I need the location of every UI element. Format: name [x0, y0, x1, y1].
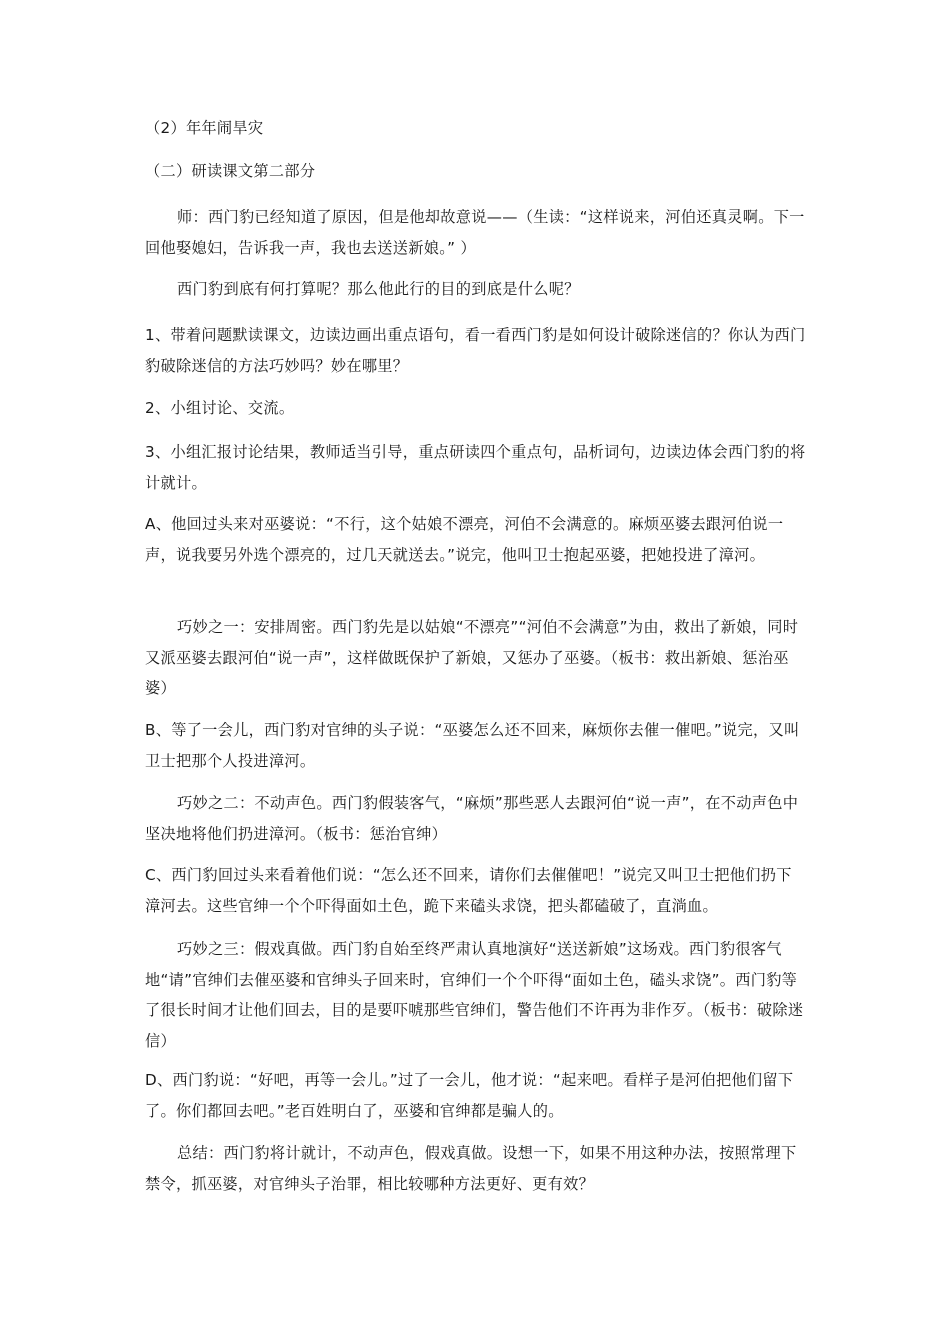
analysis-1-paragraph: 巧妙之一：安排周密。西门豹先是以姑娘“不漂亮”“河伯不会满意”为由，救出了新娘，同时又派巫婆去跟河伯“说一声”，这样做既保护了新娘，又惩办了巫婆。（板书：救出新娘、惩治巫婆）: [145, 618, 799, 697]
question-paragraph: 西门豹到底有何打算呢？那么他此行的目的到底是什么呢？: [177, 280, 580, 298]
quote-a-paragraph: A、他回过头来对巫婆说：“不行，这个姑娘不漂亮，河伯不会满意的。麻烦巫婆去跟河伯说一声，说我要另外选个漂亮的，过几天就送去。”说完，他叫卫士抱起巫婆，把她投进了漳河。: [145, 515, 784, 564]
quote-b-paragraph: B、等了一会儿，西门豹对官绅的头子说：“巫婆怎么还不回来，麻烦你去催一催吧。”说完，又叫卫士把那个人投进漳河。: [145, 721, 800, 770]
quote-c-paragraph: C、西门豹回过头来看着他们说：“怎么还不回来，请你们去催催吧！”说完又叫卫士把他们扔下漳河去。这些官绅一个个吓得面如土色，跪下来磕头求饶，把头都磕破了，直淌血。: [145, 866, 792, 915]
step-2-paragraph: 2、小组讨论、交流。: [145, 399, 295, 417]
section-item-drought: （2）年年闹旱灾: [145, 119, 264, 137]
summary-paragraph: 总结：西门豹将计就计，不动声色，假戏真做。设想一下，如果不用这种办法，按照常理下禁令，抓巫婆，对官绅头子治罪，相比较哪种方法更好、更有效？: [145, 1144, 797, 1193]
section-heading-part-two: （二）研读课文第二部分: [145, 162, 316, 180]
analysis-2-paragraph: 巧妙之二：不动声色。西门豹假装客气，“麻烦”那些恶人去跟河伯“说一声”，在不动声色中坚决地将他们扔进漳河。（板书：惩治官绅）: [145, 794, 799, 843]
step-3-paragraph: 3、小组汇报讨论结果，教师适当引导，重点研读四个重点句，品析词句，边读边体会西门豹的将计就计。: [145, 443, 806, 492]
step-1-paragraph: 1、带着问题默读课文，边读边画出重点语句，看一看西门豹是如何设计破除迷信的？你认为西门豹破除迷信的方法巧妙吗？妙在哪里？: [145, 326, 806, 375]
analysis-3-paragraph: 巧妙之三：假戏真做。西门豹自始至终严肃认真地演好“送送新娘”这场戏。西门豹很客气地“请”官绅们去催巫婆和官绅头子回来时，官绅们一个个吓得“面如土色，磕头求饶”。西门豹等了很长时间才让他们回去，目的是要吓唬那些官绅们，警告他们不许再为非作歹。（板书：破除迷信）: [145, 940, 804, 1050]
teacher-prompt-paragraph: 师：西门豹已经知道了原因，但是他却故意说——（生读：“这样说来，河伯还真灵啊。下一回他娶媳妇，告诉我一声，我也去送送新娘。” ）: [145, 208, 805, 257]
quote-d-paragraph: D、西门豹说：“好吧，再等一会儿。”过了一会儿，他才说：“起来吧。看样子是河伯把他们留下了。你们都回去吧。”老百姓明白了，巫婆和官绅都是骗人的。: [145, 1071, 794, 1120]
